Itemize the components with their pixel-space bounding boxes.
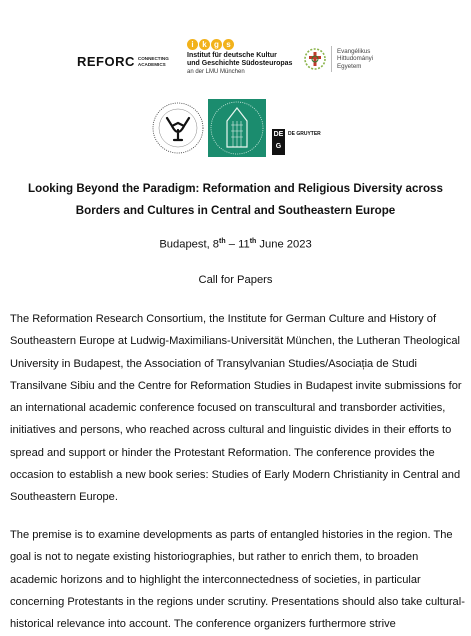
body-paragraph-2: The premise is to examine developments as parts of entangled histories in the region. The goal is not to negate existing historiographies, but rather to enrich them, to broaden academic horizons and to highlight the interconnectedness of societies, in particular concerning Protestants in the regions under scrutiny. Presentations should also take cultural-historical relevance into account. The conference organizers furthermore strive [10,529,465,631]
ikgs-logo [187,39,292,76]
reforc-tagline: CONNECTING ACADEMICS [137,56,169,67]
etu-name: Evangélikus Hittudományi Egyetem [337,47,374,70]
conference-date: Budapest, 8th – 11th June 2023 [159,238,312,251]
reformation-centre-logo [208,99,266,157]
association-seal-icon [150,96,206,160]
ikgs-name-line-2: und Geschichte Südosteuropas [187,60,293,67]
body-paragraph-1: The Reformation Research Consortium, the Institute for German Culture and History of Southeastern Europe at Ludwig-Maximilians-Universität München, the Lutheran Theological University in Budapest, the Association of Transylvanian Studies/Asociația de Studi Transilvane Sibiu and the Centre for Reformation Studies in Budapest invite submissions for an international academic conference focused on transcultural and transborder activities, initiatives and persons, who reached across cultural and linguistic divides in their efforts to spread and support or hinder the Protestant Reformation. The conference provides the occasion to establish a new book series: Studies of Early Modern Christianity in Central and Southeastern Europe. [10,313,462,504]
degruyter-logo [272,129,321,155]
ikgs-badge: i [187,39,198,50]
logo-row-top [0,34,471,90]
reforc-wordmark: REFORC [77,54,135,69]
ikgs-name-line-3: an der LMU München [187,69,245,75]
degruyter-wordmark: DE GRUYTER [288,131,321,137]
etu-emblem-icon [303,44,327,74]
ikgs-letter-badges [187,39,292,50]
reforc-logo [77,54,169,69]
call-for-papers-heading: Call for Papers [198,274,273,286]
ikgs-badge: s [223,39,234,50]
church-building-icon [208,99,266,157]
ikgs-badge: k [199,39,210,50]
ikgs-badge: g [211,39,222,50]
conference-title: Looking Beyond the Paradigm: Reformation and Religious Diversity across Borders and Cultures in Central and Southeastern Europe [28,182,443,217]
logo-row-bottom [0,96,471,160]
ikgs-name-line-1: Institut für deutsche Kultur [187,52,277,59]
etu-divider [331,46,332,72]
etu-logo [303,44,373,74]
degruyter-mark: DE G [272,129,285,155]
